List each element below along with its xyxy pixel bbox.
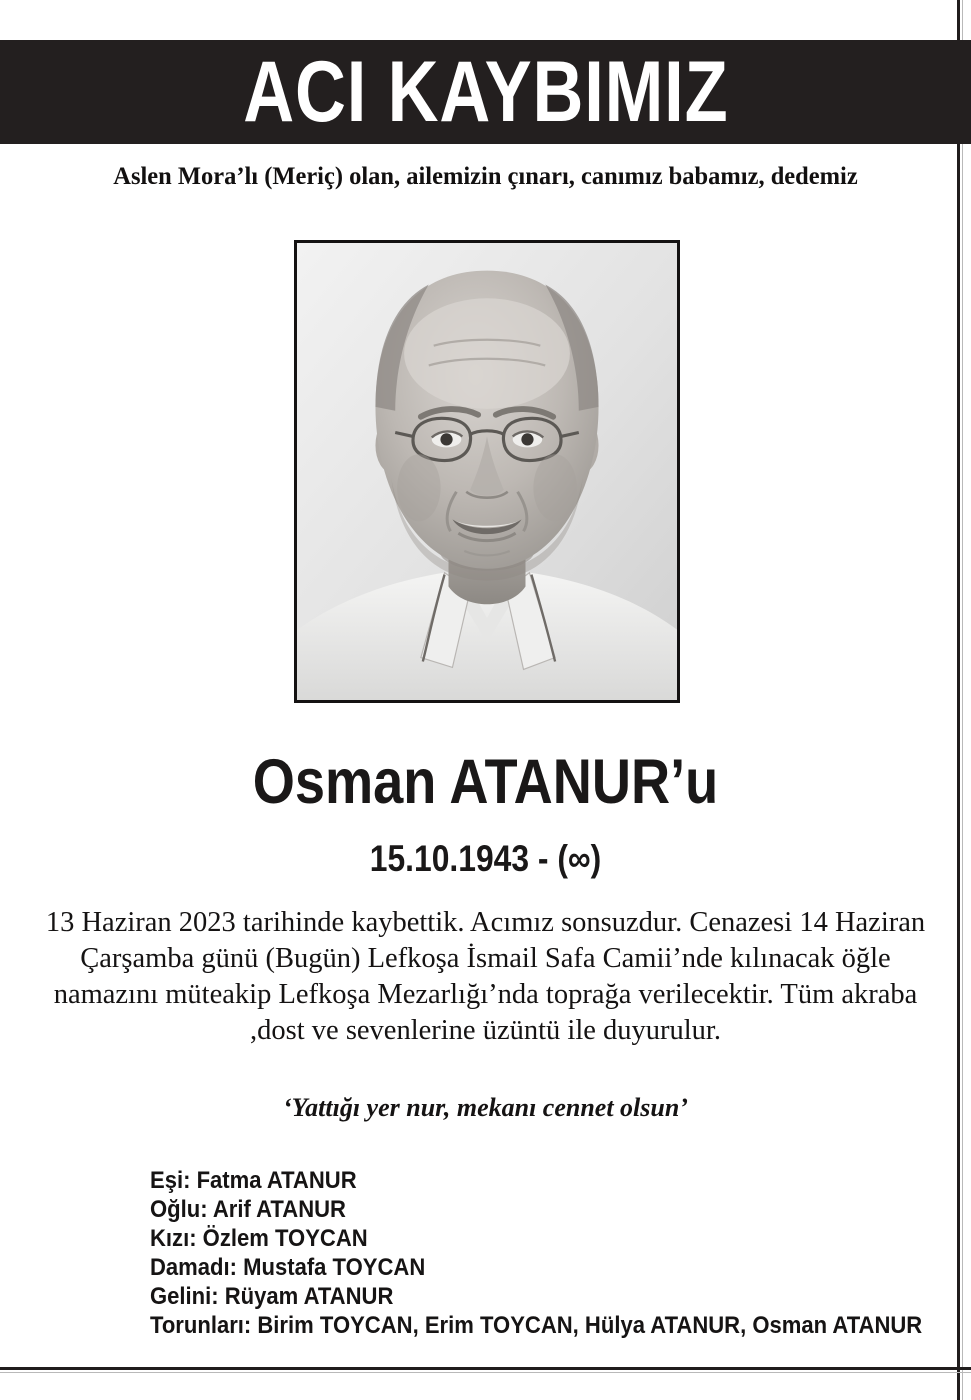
page-title: ACI KAYBIMIZ xyxy=(242,44,729,140)
family-list xyxy=(150,1166,923,1340)
family-line-kizi: Kızı: Özlem TOYCAN xyxy=(150,1225,368,1252)
family-line-esi: Eşi: Fatma ATANUR xyxy=(150,1167,357,1194)
deceased-dates: 15.10.1943 - (∞) xyxy=(369,838,602,879)
prayer-text: ‘Yattığı yer nur, mekanı cennet olsun’ xyxy=(283,1093,688,1122)
portrait-illustration xyxy=(297,243,677,700)
announcement-text: 13 Haziran 2023 tarihinde kaybettik. Acımız sonsuzdur. Cenazesi 14 Haziran Çarşamba günü (Bugün) Lefkoşa İsmail Safa Camii’nde kılınacak öğle namazını müteakip Lefkoşa Mezarlığı’nda toprağa verilecektir. Tüm akraba ,dost ve sevenlerine üzüntü ile duyurulur. xyxy=(45,907,926,1046)
family-line-damadi: Damadı: Mustafa TOYCAN xyxy=(150,1254,426,1281)
family-line-torunlari: Torunları: Birim TOYCAN, Erim TOYCAN, Hülya ATANUR, Osman ATANUR xyxy=(150,1312,923,1339)
family-line-oglu: Oğlu: Arif ATANUR xyxy=(150,1196,346,1223)
subtitle-text: Aslen Mora’lı (Meriç) olan, ailemizin çınarı, canımız babamız, dedemiz xyxy=(113,161,858,190)
portrait-photo xyxy=(294,240,680,703)
page-border-bottom-hairline xyxy=(0,1372,971,1373)
page-border-bottom xyxy=(0,1367,971,1370)
header-band xyxy=(0,40,971,144)
page-border-right-hairline xyxy=(962,0,963,1400)
family-line-gelini: Gelini: Rüyam ATANUR xyxy=(150,1283,394,1310)
deceased-name: Osman ATANUR’u xyxy=(252,747,719,817)
page-border-right xyxy=(957,0,960,1400)
